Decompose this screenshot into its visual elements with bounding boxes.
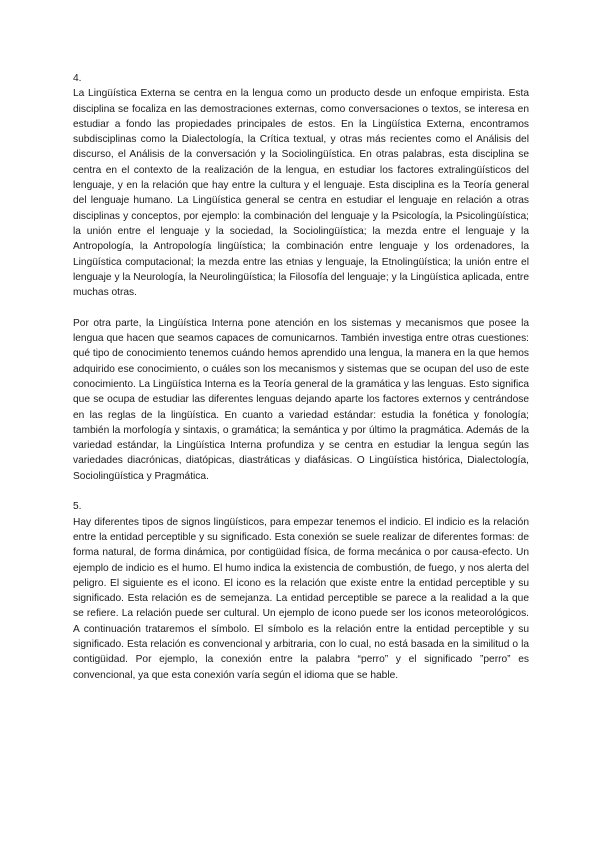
section-gap — [73, 484, 529, 499]
section-number: 4. — [73, 73, 82, 84]
section-4 — [73, 71, 529, 484]
section-5 — [73, 499, 529, 683]
paragraph-linguistica-interna: Por otra parte, la Lingüística Interna pone atención en los sistemas y mecanismos que posee la lengua que hacen que seamos capaces de comunicarnos. También investiga entre otras cuestiones: qué tipo de conocimiento tenemos cuándo hemos aprendido una lengua, la manera en la que hemos adquirido ese conocimiento, o cuáles son los mecanismos y sistemas que se ocupan del uso de este conocimiento. La Lingüística Interna es la Teoría general de la gramática y las lenguas. Esto significa que se ocupa de estudiar las diferentes lenguas dejando aparte los factores externos y centrándose en las reglas de la lingüística. En cuanto a variedad estándar: estudia la fonética y fonología; también la morfología y sintaxis, o gramática; la semántica y por último la pragmática. Además de la variedad estándar, la Lingüística Interna profundiza y se centra en estudiar la lengua según las variedades diacrónicas, diatópicas, diastráticas y diafásicas. O Lingüística histórica, Dialectología, Sociolingüística y Pragmática. — [73, 317, 529, 482]
section-number: 5. — [73, 501, 82, 513]
paragraph-linguistica-externa: La Lingüística Externa se centra en la lengua como un producto desde un enfoque empirista. Esta disciplina se focaliza en las demostraciones externas, como conversaciones o textos, se interesa en estudiar a fondo las propiedades principales de estos. En la Lingüística Externa, encontramos subdisciplinas como la Dialectología, la Crítica textual, y otras más recientes como el Análisis del discurso, el Análisis de la conversación y la Sociolingüística. En otras palabras, esta disciplina se centra en el contexto de la realización de la lengua, en estudiar los factores extralingüísticos del lenguaje, y en la relación que hay entre la cultura y el lenguaje. Esta disciplina es la Teoría general del lenguaje humano. La Lingüística general se centra en estudiar el lenguaje en relación a otras disciplinas y conceptos, por ejemplo: la combinación del lenguaje y la Psicología, la Psicolingüística; la unión entre el lenguaje y la sociedad, la Sociolingüística; la mezda entre el lenguaje y la Antropología, la Antropología lingüística; la combinación entre lenguaje y los ordenadores, la Lingüística computacional; la mezda entre las etnias y lenguaje, la Etnolingüística; la unión entre el lenguaje y la Neurología, la Neurolingüística; la Filosofía del lenguaje; y la Lingüística aplicada, entre muchas otras. — [73, 88, 529, 299]
paragraph-gap — [73, 300, 529, 315]
document-page — [73, 71, 529, 683]
paragraph-signos-linguisticos: Hay diferentes tipos de signos lingüísticos, para empezar tenemos el indicio. El indicio es la relación entre la entidad perceptible y su significado. Esta conexión se suele realizar de diferentes formas: de forma natural, de forma dinámica, por contigüidad física, de forma mecánica o por causa-efecto. Un ejemplo de indicio es el humo. El humo indica la existencia de combustión, de fuego, y nos alerta del peligro. El siguiente es el icono. El icono es la relación que existe entre la entidad perceptible y su significado. Esta relación es de semejanza. La entidad perceptible se parece a la realidad a la que se refiere. La relación puede ser cultural. Un ejemplo de icono puede ser los iconos meteorológicos. A continuación trataremos el símbolo. El símbolo es la relación entre la entidad perceptible y su significado. Esta relación es convencional y arbitraria, con lo cual, no está basada en la similitud o la contigüidad. Por ejemplo, la conexión entre la palabra “perro” y el significado ”perro” es convencional, ya que esta conexión varía según el idioma que se hable. — [73, 516, 529, 681]
